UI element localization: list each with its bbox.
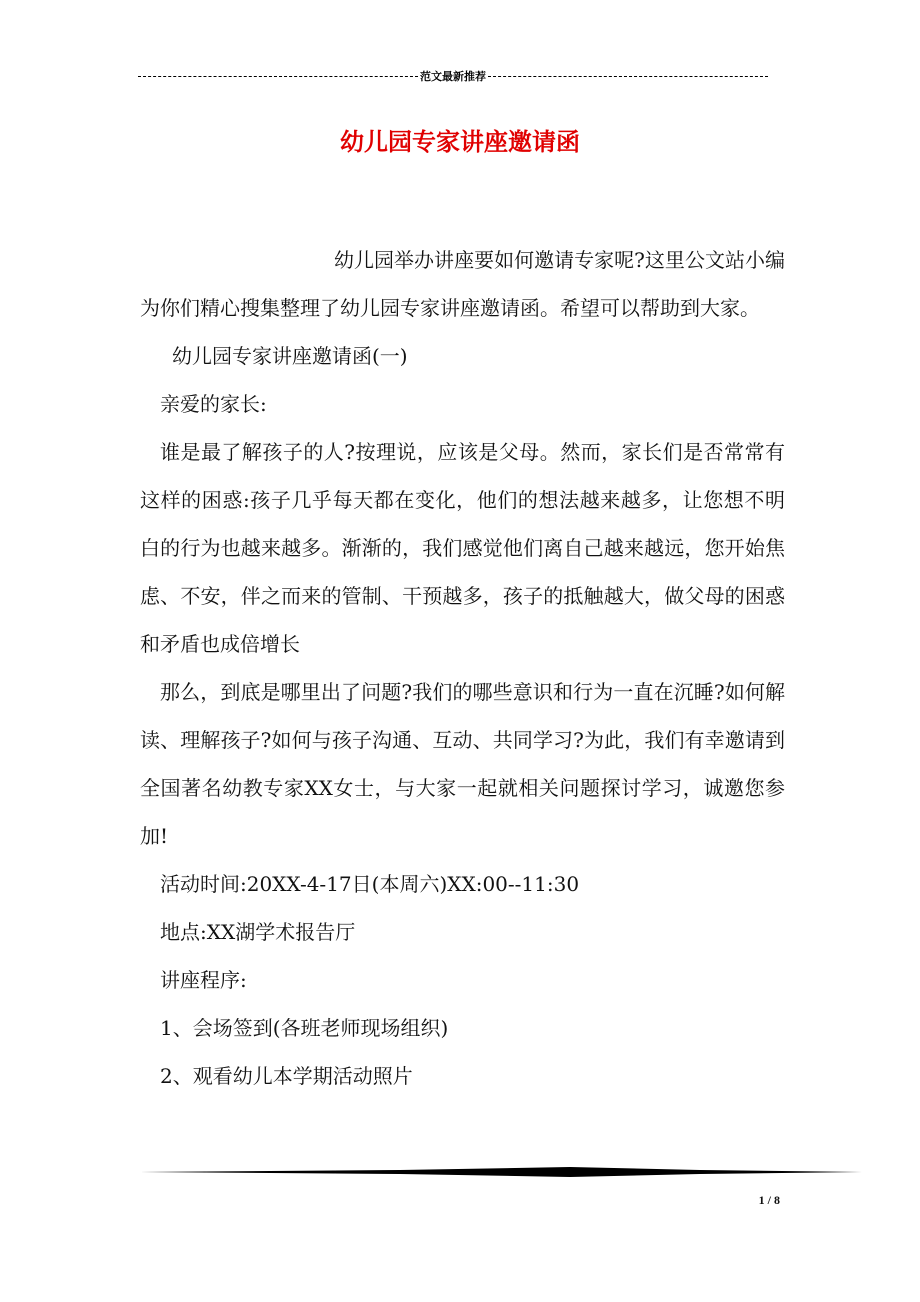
section-heading: 幼儿园专家讲座邀请函(一): [172, 344, 408, 368]
event-time: 活动时间:20XX-4-17日(本周六)XX:00--11:30: [160, 872, 580, 896]
header-dash-right: [488, 75, 768, 77]
header-label: 范文最新推荐: [420, 71, 486, 83]
header-dash-left: [138, 75, 418, 77]
document-title: 幼儿园专家讲座邀请函: [340, 127, 580, 156]
intro-paragraph: 幼儿园举办讲座要如何邀请专家呢?这里公文站小编为你们精心搜集整理了幼儿园专家讲座邀请函。希望可以帮助到大家。: [140, 248, 785, 320]
page-header: [138, 68, 768, 84]
program-item: 1、会场签到(各班老师现场组织): [160, 1016, 449, 1040]
body-paragraph: 谁是最了解孩子的人?按理说，应该是父母。然而，家长们是否常常有这样的困惑:孩子几乎每天都在变化，他们的想法越来越多，让您想不明白的行为也越来越多。渐渐的，我们感觉他们离自己越来越远，您开始焦虑、不安，伴之而来的管制、干预越多，孩子的抵触越大，做父母的困惑和矛盾也成倍增长: [140, 440, 785, 656]
salutation: 亲爱的家长:: [160, 392, 267, 416]
program-item: 2、观看幼儿本学期活动照片: [160, 1064, 413, 1088]
page-number: 1 / 8: [758, 1193, 780, 1207]
body-paragraph: 那么，到底是哪里出了问题?我们的哪些意识和行为一直在沉睡?如何解读、理解孩子?如何与孩子沟通、互动、共同学习?为此，我们有幸邀请到全国著名幼教专家XX女士，与大家一起就相关问题探讨学习，诚邀您参加!: [140, 680, 785, 848]
document-body: [140, 236, 785, 1100]
event-location: 地点:XX湖学术报告厅: [160, 920, 356, 944]
program-heading: 讲座程序:: [160, 968, 247, 992]
footer-rule: [140, 1165, 862, 1179]
